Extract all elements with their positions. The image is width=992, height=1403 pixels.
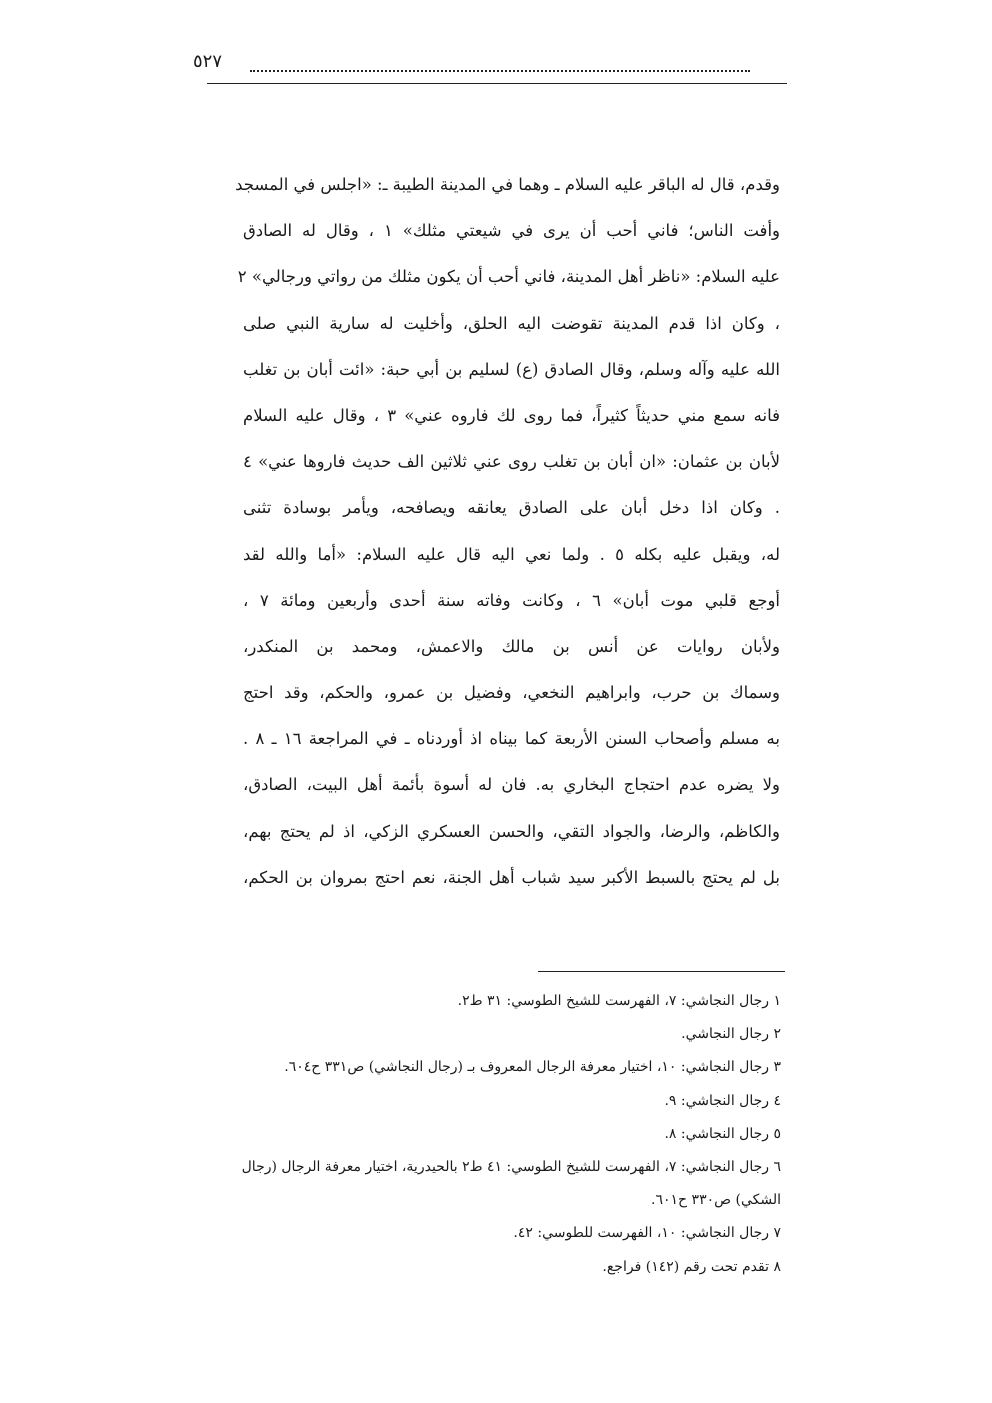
body-line: به مسلم وأصحاب السنن الأربعة كما بيناه اذ أوردناه ـ في المراجعة ١٦ ـ ٨ . bbox=[243, 729, 780, 749]
header-dotted-line bbox=[250, 70, 750, 72]
footnote-separator bbox=[538, 971, 785, 972]
footnote: ٤ رجال النجاشي: ٩. bbox=[664, 1092, 781, 1109]
footnotes bbox=[206, 985, 781, 1284]
footnote: ٦ رجال النجاشي: ٧، الفهرست للشيخ الطوسي: ٤١ ط٢ بالحيدرية، اختيار معرفة الرجال (رجال bbox=[241, 1158, 781, 1175]
footnote: ٥ رجال النجاشي: ٨. bbox=[664, 1125, 781, 1142]
body-line: أوجع قلبي موت أبان» ٦ ، وكانت وفاته سنة أحدى وأربعين ومائة ٧ ، bbox=[243, 590, 781, 610]
body-line: بل لم يحتج بالسبط الأكبر سيد شباب أهل الجنة، نعم احتج بمروان بن الحكم، bbox=[243, 867, 780, 887]
body-line: وأفت الناس؛ فاني أحب أن يرى في شيعتي مثلك» ١ ، وقال له الصادق bbox=[243, 221, 780, 241]
footnote-continuation: الشكي) ص٣٣٠ ح٦٠١. bbox=[651, 1192, 781, 1209]
body-line: والكاظم، والرضا، والجواد التقي، والحسن العسكري الزكي، اذ لم يحتج بهم، bbox=[243, 821, 780, 841]
footnote: ١ رجال النجاشي: ٧، الفهرست للشيخ الطوسي: ٣١ ط٢. bbox=[457, 993, 781, 1009]
footnote: ٢ رجال النجاشي. bbox=[681, 1026, 781, 1043]
body-line: ولأبان روايات عن أنس بن مالك والاعمش، ومحمد بن المنكدر، bbox=[243, 636, 780, 656]
body-text bbox=[235, 162, 781, 901]
footnote: ٣ رجال النجاشي: ١٠، اختيار معرفة الرجال المعروف بـ (رجال النجاشي) ص٣٣١ ح٦٠٤. bbox=[284, 1059, 781, 1076]
body-line: الله عليه وآله وسلم، وقال الصادق (ع) لسليم بن أبي حبة: «ائت أبان بن تغلب bbox=[243, 359, 780, 379]
body-line: وسماك بن حرب، وابراهيم النخعي، وفضيل بن عمرو، والحكم، وقد احتج bbox=[243, 683, 780, 703]
body-line: لأبان بن عثمان: «ان أبان بن تغلب روى عني ثلاثين الف حديث فاروها عني» ٤ bbox=[243, 452, 780, 472]
header-rule bbox=[207, 83, 787, 84]
body-line: . وكان اذا دخل أبان على الصادق يعانقه ويصافحه، ويأمر بوسادة تثنى bbox=[243, 498, 780, 518]
body-line: وقدم، قال له الباقر عليه السلام ـ وهما في المدينة الطيبة ـ: «اجلس في المسجد bbox=[235, 175, 780, 194]
body-line: فانه سمع مني حديثاً كثيراً، فما روى لك فاروه عني» ٣ ، وقال عليه السلام bbox=[243, 405, 781, 425]
page-number: ٥٢٧ bbox=[193, 51, 223, 72]
footnote: ٨ تقدم تحت رقم (١٤٢) فراجع. bbox=[602, 1258, 781, 1275]
body-line: عليه السلام: «ناظر أهل المدينة، فاني أحب أن يكون مثلك من رواتي ورجالي» ٢ bbox=[237, 267, 780, 287]
body-line: ، وكان اذا قدم المدينة تقوضت اليه الحلق، وأخليت له سارية النبي صلى bbox=[243, 313, 780, 333]
body-line: له، ويقبل عليه بكله ٥ . ولما نعي اليه قال عليه السلام: «أما والله لقد bbox=[243, 544, 780, 564]
footnote: ٧ رجال النجاشي: ١٠، الفهرست للطوسي: ٤٢. bbox=[513, 1225, 781, 1242]
body-line: ولا يضره عدم احتجاج البخاري به. فان له أسوة بأئمة أهل البيت، الصادق، bbox=[243, 775, 780, 795]
